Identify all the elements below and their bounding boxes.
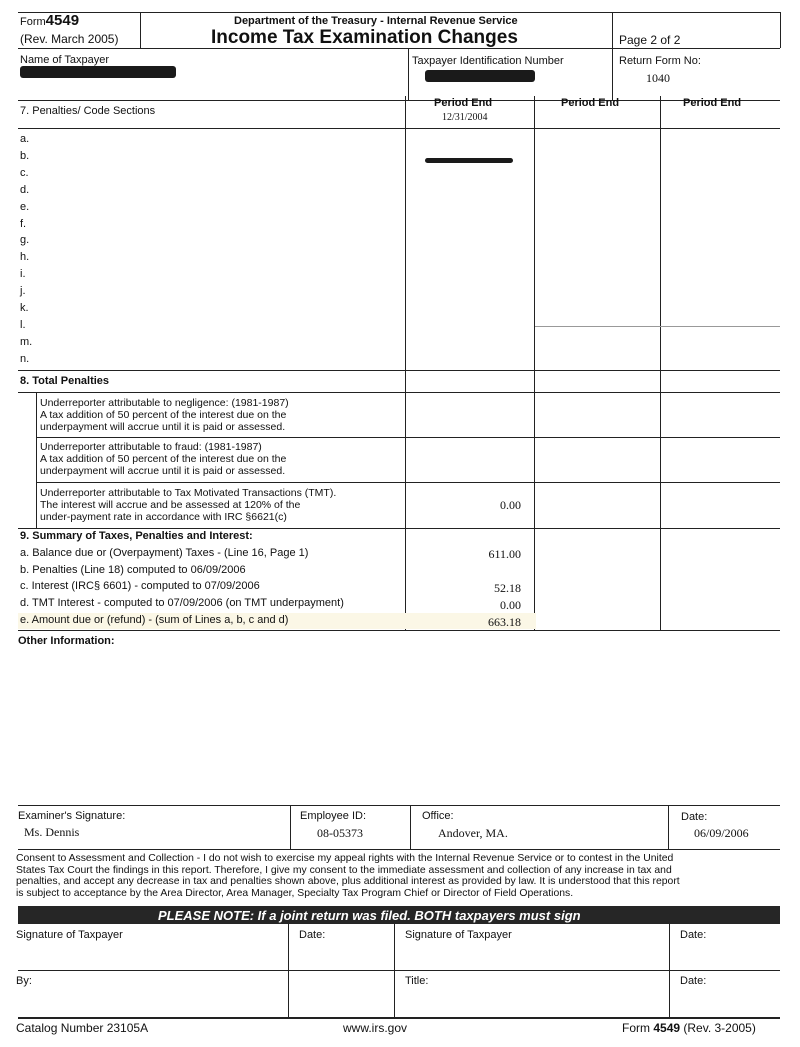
total-penalties-title <box>20 375 109 387</box>
summary-line-a: a. Balance due or (Overpayment) Taxes - (Line 16, Page 1) <box>20 547 309 559</box>
please-note-banner <box>18 906 780 924</box>
summary-value-c: 52.18 <box>494 581 521 595</box>
penalty-row-d: d. <box>20 183 30 196</box>
form-ref-word: Form <box>622 1021 654 1035</box>
tmt-line-2: The interest will accrue and be assessed at 120% of the <box>40 499 301 511</box>
fraud-line-2: A tax addition of 50 percent of the interest due on the <box>40 453 287 465</box>
summary-line-e: e. Amount due or (refund) - (sum of Lines a, b, c and d) <box>20 614 289 626</box>
tmt-text <box>40 487 336 523</box>
penalties-title-text: 7. Penalties/ Code Sections <box>20 105 156 117</box>
employee-id-value: 08-05373 <box>317 826 363 840</box>
penalty-row-h: h. <box>20 251 30 264</box>
taxpayer-date-label-2: Date: <box>680 929 707 941</box>
summary-value-e: 663.18 <box>488 615 521 629</box>
penalty-row-letters <box>20 131 32 368</box>
consent-line-1: Consent to Assessment and Collection - I do not wish to exercise my appeal rights with the Internal Revenue Service or to contest in the United <box>16 853 674 864</box>
please-note-text: PLEASE NOTE: If a joint return was filed. BOTH taxpayers must sign <box>158 908 581 923</box>
summary-title: 9. Summary of Taxes, Penalties and Interest: <box>20 530 253 542</box>
tmt-line-3: under-payment rate in accordance with IRC §6621(c) <box>40 511 287 523</box>
summary-line-b: b. Penalties (Line 18) computed to 06/09/2006 <box>20 564 246 576</box>
department-header: Department of the Treasury - Internal Revenue Service <box>234 15 518 27</box>
penalty-row-b: b. <box>20 149 30 162</box>
page-title: Income Tax Examination Changes <box>211 27 518 48</box>
fraud-text <box>40 441 286 477</box>
examiner-date-label: Date: <box>681 811 708 823</box>
total-penalties-text: 8. Total Penalties <box>20 375 110 387</box>
consent-line-2: States Tax Court the findings in this report. Therefore, I give my consent to the immediate assessment and collection of any increase in tax and <box>16 864 672 876</box>
form-ref-rev: (Rev. 3-2005) <box>680 1021 756 1035</box>
return-form-label: Return Form No: <box>619 55 701 67</box>
form-revision: (Rev. March 2005) <box>20 32 119 46</box>
penalty-row-e: e. <box>20 200 30 213</box>
negligence-line-3: underpayment will accrue until it is paid or assessed. <box>40 421 286 433</box>
penalties-title <box>20 105 155 117</box>
period-end-1: Period End <box>434 97 493 109</box>
tin-label: Taxpayer Identification Number <box>412 55 564 67</box>
tmt-line-1: Underreporter attributable to Tax Motivated Transactions (TMT). <box>40 487 337 499</box>
taxpayer-signature-label-2: Signature of Taxpayer <box>405 929 512 941</box>
redacted-tin <box>425 70 535 82</box>
consent-line-4: is subject to acceptance by the Area Director, Area Manager, Specialty Tax Program Chief or Director of Field Operations. <box>16 887 574 899</box>
penalty-row-n: n. <box>20 352 30 365</box>
summary-line-c: c. Interest (IRC§ 6601) - computed to 07/09/2006 <box>20 580 260 592</box>
penalty-row-c: c. <box>20 166 29 179</box>
examiner-signature-label: Examiner's Signature: <box>18 810 126 822</box>
summary-value-a: 611.00 <box>488 547 521 561</box>
page-indicator: Page 2 of 2 <box>619 33 681 47</box>
form-number-value: 4549 <box>45 12 80 29</box>
period-end-2: Period End <box>561 97 620 109</box>
summary-line-d: d. TMT Interest - computed to 07/09/2006 (on TMT underpayment) <box>20 597 344 609</box>
tmt-penalty-value: 0.00 <box>500 498 521 512</box>
by-label: By: <box>16 975 32 987</box>
taxpayer-signature-label-1: Signature of Taxpayer <box>16 929 123 941</box>
examiner-signature-value: Ms. Dennis <box>24 825 80 839</box>
examiner-date-value: 06/09/2006 <box>694 826 749 840</box>
consent-line-3: penalties, and accept any decrease in tax and penalties shown above, plus additional interest as provided by law. It is understood that this report <box>16 876 680 887</box>
redacted-taxpayer-name <box>20 66 176 78</box>
form-word: Form <box>20 16 46 28</box>
negligence-line-2: A tax addition of 50 percent of the interest due on the <box>40 409 287 421</box>
fraud-line-1: Underreporter attributable to fraud: (1981-1987) <box>40 441 262 453</box>
penalty-row-j: j. <box>20 285 26 298</box>
other-information-label: Other Information: <box>18 635 115 647</box>
penalty-row-k: k. <box>20 302 29 315</box>
form-ref-number: 4549 <box>653 1021 681 1035</box>
consent-text <box>16 853 780 899</box>
office-label: Office: <box>422 810 454 822</box>
summary-value-d: 0.00 <box>500 598 521 612</box>
title-date-label: Date: <box>680 975 707 987</box>
irs-website: www.irs.gov <box>343 1021 408 1035</box>
form-reference-footer <box>622 1021 756 1035</box>
office-value: Andover, MA. <box>438 826 508 840</box>
penalty-row-i: i. <box>20 268 26 281</box>
return-form-value: 1040 <box>646 71 670 85</box>
period-end-1-date: 12/31/2004 <box>442 112 488 123</box>
taxpayer-date-label-1: Date: <box>299 929 326 941</box>
employee-id-label: Employee ID: <box>300 810 367 822</box>
catalog-number: Catalog Number 23105A <box>16 1021 149 1035</box>
penalty-row-l: l. <box>20 318 26 331</box>
title-label: Title: <box>405 975 429 987</box>
redacted-penalty-value <box>425 158 513 163</box>
fraud-line-3: underpayment will accrue until it is paid or assessed. <box>40 465 286 477</box>
penalty-row-g: g. <box>20 234 30 247</box>
penalty-row-a: a. <box>20 133 30 145</box>
period-end-3: Period End <box>683 97 742 109</box>
negligence-line-1: Underreporter attributable to negligence: (1981-1987) <box>40 397 289 409</box>
negligence-text <box>40 397 289 433</box>
taxpayer-name-label: Name of Taxpayer <box>20 54 110 66</box>
penalty-row-f: f. <box>20 217 27 230</box>
penalty-row-m: m. <box>20 335 33 348</box>
form-number <box>20 12 79 29</box>
